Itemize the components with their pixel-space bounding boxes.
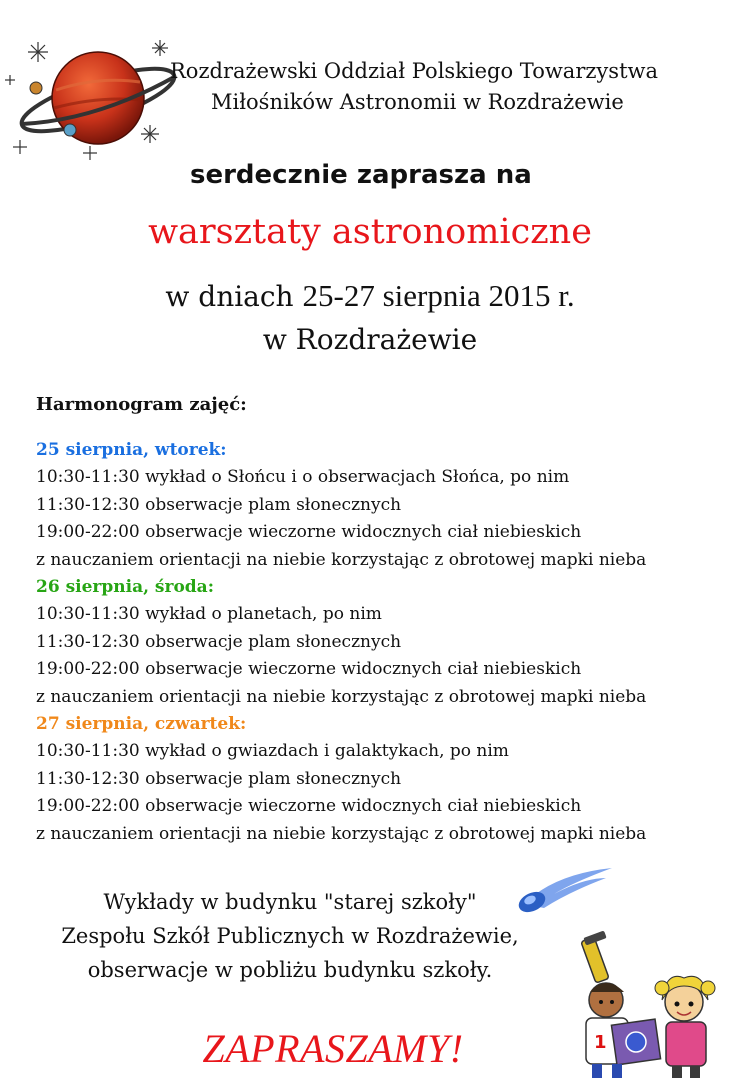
venue-line-1: Wykłady w budynku "starej szkoły" bbox=[103, 890, 477, 914]
schedule-day-label: 25 sierpnia, wtorek: bbox=[36, 440, 227, 460]
event-title: warsztaty astronomiczne bbox=[148, 212, 592, 252]
schedule-entry: 19:00-22:00 obserwacje wieczorne widocznych ciał niebieskich bbox=[36, 522, 582, 543]
event-dates bbox=[0, 278, 740, 314]
schedule-entry: 19:00-22:00 obserwacje wieczorne widocznych ciał niebieskich bbox=[36, 659, 582, 680]
dates-prefix: w dniach bbox=[165, 280, 294, 313]
schedule-entry: 11:30-12:30 obserwacje plam słonecznych bbox=[36, 768, 402, 789]
call-to-action: ZAPRASZAMY! bbox=[202, 1026, 464, 1071]
schedule-entry: 10:30-11:30 wykład o Słońcu i o obserwacjach Słońca, po nim bbox=[36, 467, 570, 488]
planet-clipart bbox=[0, 20, 180, 170]
venue-info bbox=[0, 885, 580, 987]
comet-clipart bbox=[514, 864, 614, 914]
schedule-entry: z nauczaniem orientacji na niebie korzystając z obrotowej mapki nieba bbox=[36, 686, 647, 707]
schedule-entry: 10:30-11:30 wykład o gwiazdach i galaktykach, po nim bbox=[36, 741, 509, 762]
schedule-entry: 11:30-12:30 obserwacje plam słonecznych bbox=[36, 631, 402, 652]
svg-text:1: 1 bbox=[594, 1032, 607, 1053]
schedule-entry: 11:30-12:30 obserwacje plam słonecznych bbox=[36, 494, 402, 515]
venue-line-2: Zespołu Szkół Publicznych w Rozdrażewie, bbox=[61, 924, 519, 948]
organization-line-2: Miłośników Astronomii w Rozdrażewie bbox=[211, 90, 624, 114]
schedule-heading: Harmonogram zajęć: bbox=[36, 394, 247, 415]
schedule-day-label: 26 sierpnia, środa: bbox=[36, 577, 214, 598]
dates-value: 25-27 sierpnia 2015 r. bbox=[302, 278, 575, 313]
venue-line-3: obserwacje w pobliżu budynku szkoły. bbox=[87, 958, 493, 982]
schedule-list bbox=[36, 437, 646, 848]
schedule-day-label: 27 sierpnia, czwartek: bbox=[36, 714, 247, 735]
schedule-entry: 10:30-11:30 wykład o planetach, po nim bbox=[36, 604, 382, 625]
event-place: w Rozdrażewie bbox=[262, 323, 478, 356]
schedule-entry: z nauczaniem orientacji na niebie korzystając z obrotowej mapki nieba bbox=[36, 549, 647, 570]
invite-text: serdecznie zaprasza na bbox=[190, 160, 532, 190]
schedule-entry: 19:00-22:00 obserwacje wieczorne widocznych ciał niebieskich bbox=[36, 796, 582, 817]
schedule-entry: z nauczaniem orientacji na niebie korzystając z obrotowej mapki nieba bbox=[36, 823, 647, 844]
organization-line-1: Rozdrażewski Oddział Polskiego Towarzystwa bbox=[170, 59, 659, 83]
